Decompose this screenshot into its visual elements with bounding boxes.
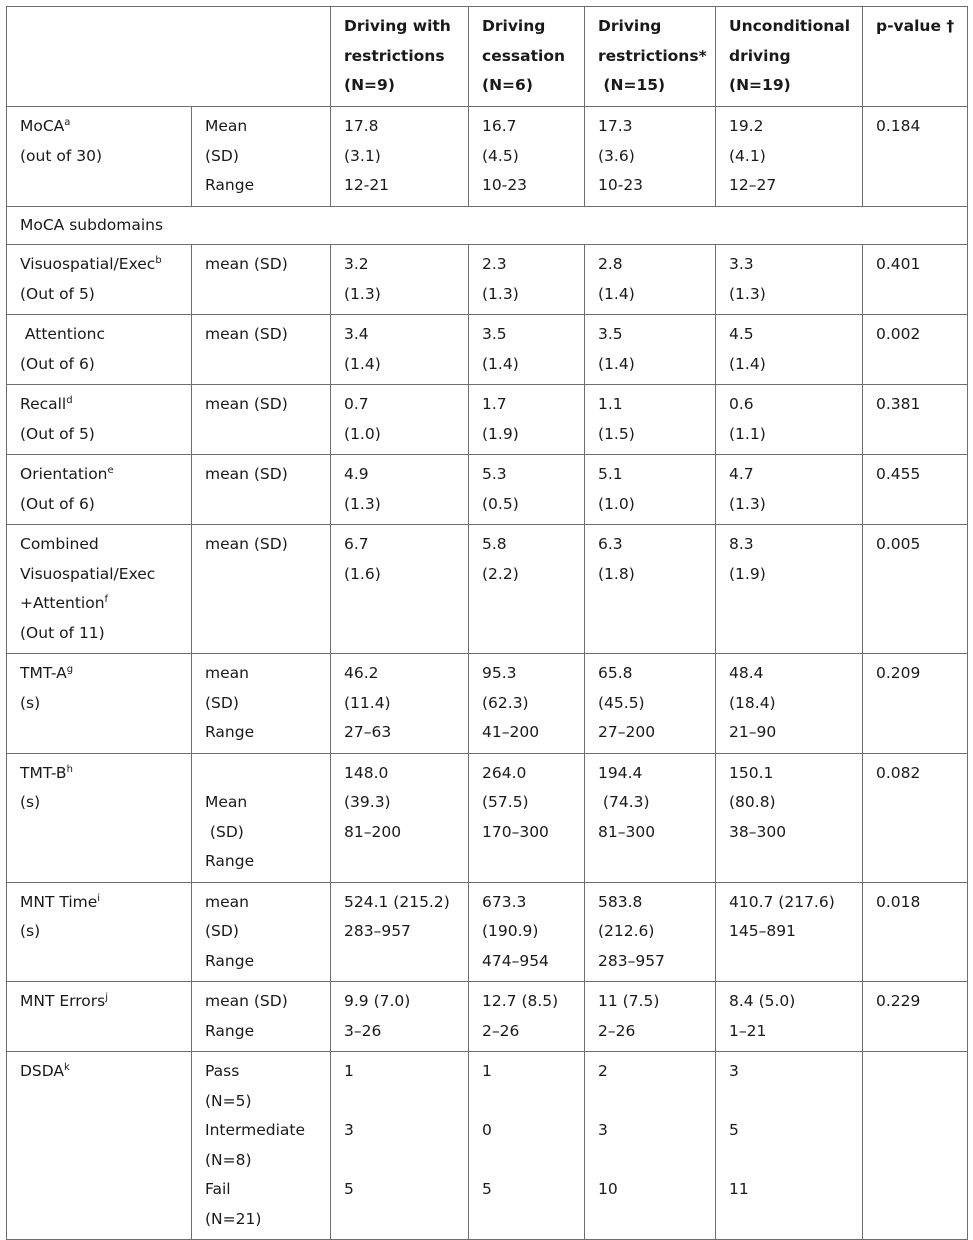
header-line: restrictions* bbox=[598, 46, 707, 65]
p-value-cell: 0.005 bbox=[863, 525, 968, 654]
measure-cell bbox=[7, 455, 192, 525]
table-row-dsda bbox=[7, 1052, 968, 1240]
measure-sub: (s) bbox=[20, 793, 41, 811]
value-cell: 3.3 (1.3) bbox=[716, 245, 863, 315]
value-cell: 3.5 (1.4) bbox=[585, 315, 716, 385]
measure-cell bbox=[7, 654, 192, 754]
header-line: Driving bbox=[598, 17, 662, 35]
value-cell: 4.5 (1.4) bbox=[716, 315, 863, 385]
value-cell: 19.2 (4.1) 12–27 bbox=[716, 107, 863, 207]
header-row bbox=[7, 7, 968, 107]
value-cell: 95.3 (62.3) 41–200 bbox=[469, 654, 585, 754]
value-cell: 8.4 (5.0) 1–21 bbox=[716, 982, 863, 1052]
cognitive-results-table bbox=[6, 6, 968, 1240]
value-cell: 264.0 (57.5) 170–300 bbox=[469, 753, 585, 882]
measure-sub: (Out of 5) bbox=[20, 424, 95, 443]
p-value-cell: 0.455 bbox=[863, 455, 968, 525]
value-cell: 0.7 (1.0) bbox=[331, 385, 469, 455]
section-row bbox=[7, 206, 968, 245]
stat-label: Mean bbox=[205, 117, 248, 135]
stat-cell: Pass (N=5) Intermediate (N=8) Fail (N=21) bbox=[192, 1052, 331, 1240]
value-cell: 5.1 (1.0) bbox=[585, 455, 716, 525]
stat-cell: mean (SD) bbox=[192, 525, 331, 654]
p-value-cell: 0.184 bbox=[863, 107, 968, 207]
value-cell: 1 3 5 bbox=[331, 1052, 469, 1240]
header-line: (N=9) bbox=[344, 76, 395, 94]
value-cell: 4.7 (1.3) bbox=[716, 455, 863, 525]
header-blank bbox=[7, 7, 331, 107]
measure-cell bbox=[7, 525, 192, 654]
measure-name: DSDA$^k$ bbox=[20, 1062, 70, 1080]
measure-name: MoCA$^a$ bbox=[20, 117, 71, 135]
value-cell: 11 (7.5) 2–26 bbox=[585, 982, 716, 1052]
stat-cell bbox=[192, 107, 331, 207]
value-cell: 2 3 10 bbox=[585, 1052, 716, 1240]
value-cell: 8.3 (1.9) bbox=[716, 525, 863, 654]
value-cell: 673.3 (190.9) 474–954 bbox=[469, 882, 585, 982]
value-cell: 583.8 (212.6) 283–957 bbox=[585, 882, 716, 982]
section-label: MoCA subdomains bbox=[7, 206, 968, 245]
measure-cell bbox=[7, 1052, 192, 1240]
p-value-cell: 0.401 bbox=[863, 245, 968, 315]
stat-cell: mean (SD) bbox=[192, 245, 331, 315]
p-value-cell: 0.381 bbox=[863, 385, 968, 455]
value-cell: 1.7 (1.9) bbox=[469, 385, 585, 455]
value-cell: 17.8 (3.1) 12-21 bbox=[331, 107, 469, 207]
stat-cell: mean (SD) bbox=[192, 455, 331, 525]
stat-label: Range bbox=[205, 176, 255, 194]
stat-cell: mean (SD) Range bbox=[192, 654, 331, 754]
value-cell: 148.0 (39.3) 81–200 bbox=[331, 753, 469, 882]
measure-cell bbox=[7, 982, 192, 1052]
measure-cell bbox=[7, 882, 192, 982]
value-cell: 1 0 5 bbox=[469, 1052, 585, 1240]
measure-cell bbox=[7, 753, 192, 882]
stat-cell: mean (SD) Range bbox=[192, 882, 331, 982]
measure-name: MNT Time$^i$ bbox=[20, 892, 101, 911]
measure-sub: (Out of 6) bbox=[20, 494, 95, 513]
measure-name: Orientation$^e$ bbox=[20, 465, 114, 483]
value-cell: 2.3 (1.3) bbox=[469, 245, 585, 315]
value-cell: 5.3 (0.5) bbox=[469, 455, 585, 525]
value-cell: 48.4 (18.4) 21–90 bbox=[716, 654, 863, 754]
table-row-moca bbox=[7, 107, 968, 207]
value-cell: 65.8 (45.5) 27–200 bbox=[585, 654, 716, 754]
value-cell: 150.1 (80.8) 38–300 bbox=[716, 753, 863, 882]
header-line: Driving with bbox=[344, 17, 451, 35]
measure-sub: (Out of 6) bbox=[20, 354, 95, 373]
measure-sub: (s) bbox=[20, 693, 41, 712]
header-line: (N=19) bbox=[729, 76, 791, 94]
table-row-combined bbox=[7, 525, 968, 654]
p-value-cell: 0.082 bbox=[863, 753, 968, 882]
header-line: Unconditional bbox=[729, 17, 851, 35]
value-cell: 1.1 (1.5) bbox=[585, 385, 716, 455]
table-row-recall bbox=[7, 385, 968, 455]
value-cell: 524.1 (215.2) 283–957 bbox=[331, 882, 469, 982]
header-driving-cessation bbox=[469, 7, 585, 107]
value-cell: 3.2 (1.3) bbox=[331, 245, 469, 315]
header-line: driving bbox=[729, 46, 791, 65]
value-cell: 194.4 (74.3) 81–300 bbox=[585, 753, 716, 882]
value-cell: 0.6 (1.1) bbox=[716, 385, 863, 455]
header-line: restrictions bbox=[344, 46, 445, 65]
value-cell: 46.2 (11.4) 27–63 bbox=[331, 654, 469, 754]
stat-cell: mean (SD) bbox=[192, 385, 331, 455]
measure-sub: (Out of 11) bbox=[20, 623, 105, 642]
value-cell: 5.8 (2.2) bbox=[469, 525, 585, 654]
table-row-mnt-time bbox=[7, 882, 968, 982]
measure-name: TMT-$B^h$ bbox=[20, 763, 73, 782]
measure-sub: (s) bbox=[20, 922, 41, 940]
measure-name: Visuospatial/Exec$^b$ bbox=[20, 255, 162, 273]
p-value-cell: 0.209 bbox=[863, 654, 968, 754]
value-cell: 3.4 (1.4) bbox=[331, 315, 469, 385]
table-row-visuospatial bbox=[7, 245, 968, 315]
table-row-orientation bbox=[7, 455, 968, 525]
measure-name-2: Visuospatial/Exec bbox=[20, 564, 156, 583]
value-cell: 6.3 (1.8) bbox=[585, 525, 716, 654]
measure-cell bbox=[7, 315, 192, 385]
value-cell: 9.9 (7.0) 3–26 bbox=[331, 982, 469, 1052]
header-line: cessation bbox=[482, 46, 566, 65]
measure-name: Recall$^d$ bbox=[20, 395, 73, 413]
p-value-cell bbox=[863, 1052, 968, 1240]
header-line: (N=15) bbox=[598, 76, 666, 94]
value-cell: 410.7 (217.6) 145–891 bbox=[716, 882, 863, 982]
p-value-cell: 0.018 bbox=[863, 882, 968, 982]
table-row-mnt-errors bbox=[7, 982, 968, 1052]
measure-sub: (out of 30) bbox=[20, 146, 102, 165]
value-cell: 16.7 (4.5) 10-23 bbox=[469, 107, 585, 207]
measure-name: MNT Errors$^j$ bbox=[20, 992, 109, 1010]
value-cell: 17.3 (3.6) 10-23 bbox=[585, 107, 716, 207]
value-cell: 3.5 (1.4) bbox=[469, 315, 585, 385]
p-value-cell: 0.229 bbox=[863, 982, 968, 1052]
header-driving-restrictions bbox=[585, 7, 716, 107]
header-line: p-value † bbox=[876, 17, 955, 35]
measure-cell bbox=[7, 385, 192, 455]
value-cell: 4.9 (1.3) bbox=[331, 455, 469, 525]
header-line: (N=6) bbox=[482, 76, 533, 94]
value-cell: 2.8 (1.4) bbox=[585, 245, 716, 315]
table-row-attention bbox=[7, 315, 968, 385]
stat-label: (SD) bbox=[205, 146, 239, 165]
value-cell: 12.7 (8.5) 2–26 bbox=[469, 982, 585, 1052]
measure-name: TMT-$A^g$ bbox=[20, 664, 74, 682]
header-p-value bbox=[863, 7, 968, 107]
stat-cell: mean (SD) Range bbox=[192, 982, 331, 1052]
stat-cell: mean (SD) bbox=[192, 315, 331, 385]
header-line: Driving bbox=[482, 17, 546, 35]
measure-name: Combined bbox=[20, 535, 99, 553]
measure-cell bbox=[7, 107, 192, 207]
value-cell: 6.7 (1.6) bbox=[331, 525, 469, 654]
table-row-tmt-b bbox=[7, 753, 968, 882]
header-driving-with-restrictions bbox=[331, 7, 469, 107]
measure-name-3: +Attention$^f$ bbox=[20, 594, 109, 612]
stat-cell: Mean (SD) Range bbox=[192, 753, 331, 882]
measure-name: Attentionc bbox=[20, 325, 105, 343]
header-unconditional-driving bbox=[716, 7, 863, 107]
measure-sub: (Out of 5) bbox=[20, 284, 95, 303]
p-value-cell: 0.002 bbox=[863, 315, 968, 385]
value-cell: 3 5 11 bbox=[716, 1052, 863, 1240]
table-row-tmt-a bbox=[7, 654, 968, 754]
measure-cell bbox=[7, 245, 192, 315]
